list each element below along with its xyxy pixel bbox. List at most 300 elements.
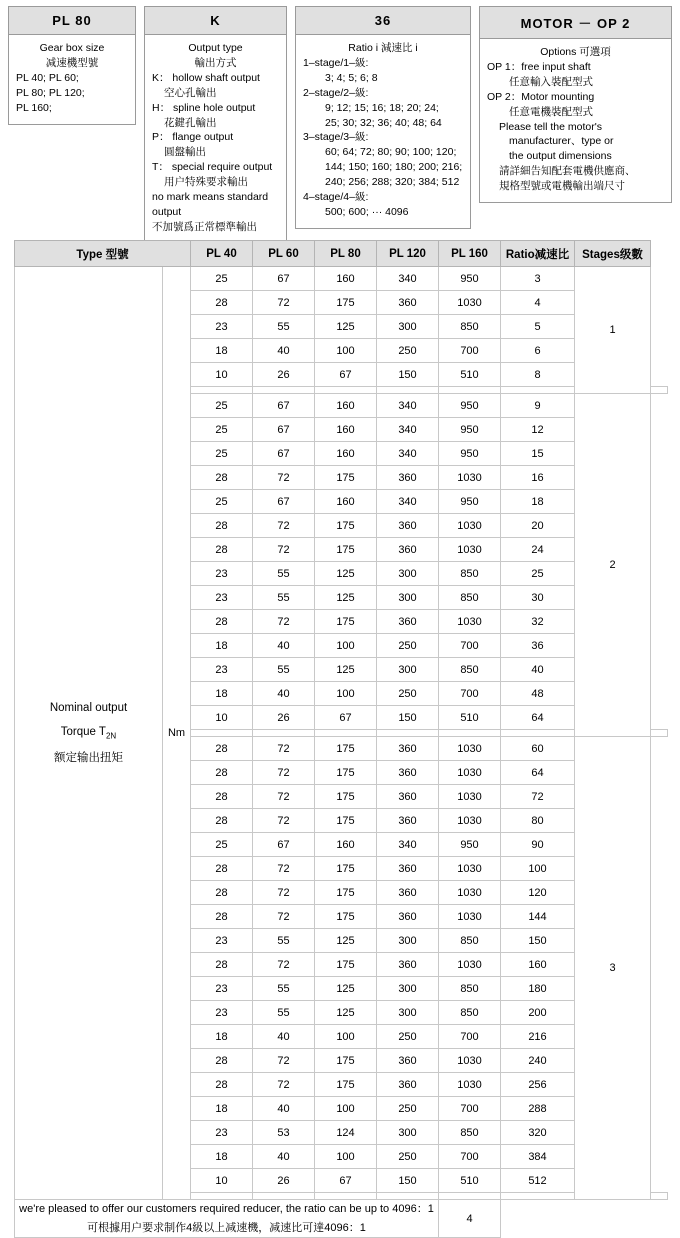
- cell-pl40: 28: [191, 514, 253, 538]
- legend-line: 9; 12; 15; 16; 18; 20; 24;: [325, 101, 439, 114]
- cell-pl120: 340: [377, 418, 439, 442]
- cell-pl120: 340: [377, 442, 439, 466]
- cell-pl60: 55: [253, 562, 315, 586]
- cell-pl60: 40: [253, 339, 315, 363]
- cell-stages: 3: [575, 737, 651, 1200]
- cell-pl160: 1030: [439, 1073, 501, 1097]
- legend-line: K： hollow shaft output: [152, 71, 260, 84]
- cell-pl80: 100: [315, 682, 377, 706]
- cell-pl160: 1030: [439, 857, 501, 881]
- cell-pl80: 125: [315, 586, 377, 610]
- cell-ratio: 384: [501, 1145, 575, 1169]
- cell-pl60: 40: [253, 1145, 315, 1169]
- separator-cell: [501, 730, 575, 737]
- cell-pl120: 360: [377, 737, 439, 761]
- cell-pl80: 175: [315, 905, 377, 929]
- cell-pl160: 850: [439, 929, 501, 953]
- cell-pl160: 510: [439, 363, 501, 387]
- cell-pl160: 850: [439, 562, 501, 586]
- cell-pl60: 72: [253, 1073, 315, 1097]
- cell-pl80: 160: [315, 267, 377, 291]
- cell-pl40: 28: [191, 610, 253, 634]
- cell-pl60: 72: [253, 514, 315, 538]
- cell-pl160: 700: [439, 339, 501, 363]
- cell-ratio: 20: [501, 514, 575, 538]
- cell-pl120: 360: [377, 881, 439, 905]
- cell-pl40: 18: [191, 634, 253, 658]
- cell-pl40: 28: [191, 466, 253, 490]
- cell-ratio: 200: [501, 1001, 575, 1025]
- cell-ratio: 15: [501, 442, 575, 466]
- cell-pl60: 72: [253, 809, 315, 833]
- cell-pl40: 28: [191, 857, 253, 881]
- legend-line: 60; 64; 72; 80; 90; 100; 120;: [325, 146, 457, 159]
- cell-pl80: 175: [315, 737, 377, 761]
- legend-line: Output type: [188, 42, 243, 54]
- cell-pl160: 950: [439, 833, 501, 857]
- cell-pl80: 175: [315, 610, 377, 634]
- cell-pl160: 1030: [439, 881, 501, 905]
- cell-pl40: 28: [191, 953, 253, 977]
- legend-line: 144; 150; 160; 180; 200; 216;: [325, 161, 463, 174]
- col-header-stages: Stages级數: [575, 241, 651, 267]
- cell-ratio: 90: [501, 833, 575, 857]
- cell-pl160: 700: [439, 1025, 501, 1049]
- cell-pl60: 67: [253, 394, 315, 418]
- separator-cell: [651, 387, 668, 394]
- cell-pl80: 175: [315, 785, 377, 809]
- cell-pl80: 175: [315, 809, 377, 833]
- legend-line: 不加號爲正常標準輸出: [152, 220, 257, 233]
- cell-pl160: 510: [439, 1169, 501, 1193]
- legend-line: the output dimensions: [509, 150, 612, 163]
- legend-line: P： flange output: [152, 131, 234, 144]
- cell-pl40: 18: [191, 1145, 253, 1169]
- legend-title: PL 80: [9, 7, 135, 35]
- cell-ratio: 320: [501, 1121, 575, 1145]
- legend-box-gear-box-size: [8, 6, 136, 125]
- cell-pl160: 850: [439, 1121, 501, 1145]
- cell-pl60: 72: [253, 291, 315, 315]
- cell-pl80: 160: [315, 394, 377, 418]
- cell-pl160: 1030: [439, 538, 501, 562]
- legend-line: 减速機型號: [45, 56, 99, 69]
- cell-ratio: 5: [501, 315, 575, 339]
- cell-ratio: 120: [501, 881, 575, 905]
- unit-cell: Nm: [163, 267, 191, 1200]
- separator-cell: [377, 387, 439, 394]
- footer-note-line: we're pleased to offer our customers required reducer, the ratio can be up to 4096：1: [19, 1203, 434, 1215]
- cell-pl40: 23: [191, 977, 253, 1001]
- cell-pl40: 25: [191, 833, 253, 857]
- cell-ratio: 64: [501, 761, 575, 785]
- cell-ratio: 6: [501, 339, 575, 363]
- legend-line: 圓盤輸出: [164, 146, 206, 159]
- cell-pl40: 23: [191, 1001, 253, 1025]
- cell-pl160: 700: [439, 1145, 501, 1169]
- cell-pl120: 250: [377, 339, 439, 363]
- cell-pl160: 1030: [439, 785, 501, 809]
- cell-pl40: 10: [191, 1169, 253, 1193]
- legend-line: PL 80; PL 120;: [16, 86, 85, 99]
- col-header-pl120: PL 120: [377, 241, 439, 267]
- legend-line: 3; 4; 5; 6; 8: [325, 71, 378, 84]
- cell-ratio: 240: [501, 1049, 575, 1073]
- cell-ratio: 25: [501, 562, 575, 586]
- cell-pl160: 1030: [439, 610, 501, 634]
- cell-pl80: 175: [315, 1073, 377, 1097]
- legend-line: 用户特殊要求輸出: [164, 176, 248, 189]
- table-footer-row: [15, 1200, 668, 1238]
- cell-pl120: 360: [377, 809, 439, 833]
- col-header-ratio: Ratio减速比: [501, 241, 575, 267]
- col-header-type: Type 型號: [15, 241, 191, 267]
- cell-pl40: 25: [191, 267, 253, 291]
- cell-ratio: 16: [501, 466, 575, 490]
- cell-pl80: 125: [315, 929, 377, 953]
- cell-pl60: 72: [253, 857, 315, 881]
- cell-pl120: 340: [377, 267, 439, 291]
- cell-pl60: 55: [253, 929, 315, 953]
- cell-pl40: 28: [191, 881, 253, 905]
- cell-pl40: 28: [191, 1049, 253, 1073]
- cell-ratio: 80: [501, 809, 575, 833]
- cell-pl160: 700: [439, 634, 501, 658]
- torque-ratio-table: [14, 240, 668, 1238]
- cell-pl60: 55: [253, 315, 315, 339]
- cell-pl60: 72: [253, 1049, 315, 1073]
- cell-pl80: 160: [315, 490, 377, 514]
- legend-box-output-type: [144, 6, 287, 244]
- row-header-nominal-output-torque: [15, 267, 163, 1200]
- cell-ratio: 180: [501, 977, 575, 1001]
- separator-cell: [501, 387, 575, 394]
- cell-pl120: 360: [377, 466, 439, 490]
- cell-pl40: 28: [191, 809, 253, 833]
- cell-pl80: 100: [315, 1097, 377, 1121]
- cell-pl160: 1030: [439, 514, 501, 538]
- cell-ratio: 12: [501, 418, 575, 442]
- cell-pl60: 55: [253, 658, 315, 682]
- separator-cell: [191, 730, 253, 737]
- cell-ratio: 8: [501, 363, 575, 387]
- cell-ratio: 512: [501, 1169, 575, 1193]
- cell-pl120: 360: [377, 538, 439, 562]
- legend-line: H： spline hole output: [152, 101, 256, 114]
- cell-pl160: 1030: [439, 809, 501, 833]
- cell-pl160: 700: [439, 1097, 501, 1121]
- cell-pl120: 250: [377, 682, 439, 706]
- cell-pl60: 67: [253, 833, 315, 857]
- cell-pl60: 72: [253, 785, 315, 809]
- cell-pl60: 40: [253, 1025, 315, 1049]
- cell-ratio: 100: [501, 857, 575, 881]
- table-header: [15, 241, 668, 267]
- cell-pl60: 26: [253, 706, 315, 730]
- legend-line: Ratio i 減速比 i: [348, 42, 418, 54]
- cell-pl120: 360: [377, 291, 439, 315]
- legend-body-output-type: [145, 35, 286, 243]
- cell-pl120: 360: [377, 1049, 439, 1073]
- cell-pl40: 23: [191, 586, 253, 610]
- cell-pl160: 850: [439, 977, 501, 1001]
- col-header-pl160: PL 160: [439, 241, 501, 267]
- cell-pl40: 25: [191, 490, 253, 514]
- cell-pl80: 160: [315, 833, 377, 857]
- separator-cell: [253, 387, 315, 394]
- legend-line: PL 160;: [16, 101, 52, 114]
- legend-line: Options 可選項: [540, 46, 611, 58]
- cell-pl40: 23: [191, 1121, 253, 1145]
- separator-cell: [315, 730, 377, 737]
- col-header-pl60: PL 60: [253, 241, 315, 267]
- cell-ratio: 30: [501, 586, 575, 610]
- cell-pl40: 18: [191, 339, 253, 363]
- model-code-legend: [0, 0, 680, 244]
- separator-cell: [315, 1193, 377, 1200]
- cell-pl80: 175: [315, 538, 377, 562]
- footer-note-line: 可根據用户要求制作4級以上减速機，减速比可達4096：1: [87, 1221, 366, 1234]
- cell-pl40: 18: [191, 682, 253, 706]
- legend-line: 25; 30; 32; 36; 40; 48; 64: [325, 116, 442, 129]
- separator-cell: [315, 387, 377, 394]
- legend-line: OP 1：free input shaft: [487, 60, 591, 73]
- cell-pl80: 100: [315, 1145, 377, 1169]
- cell-pl80: 175: [315, 291, 377, 315]
- legend-line: 輸出方式: [194, 56, 237, 69]
- cell-ratio: 256: [501, 1073, 575, 1097]
- cell-pl80: 175: [315, 514, 377, 538]
- table-body: [15, 267, 668, 1238]
- legend-line: 空心孔輸出: [164, 86, 217, 99]
- cell-pl120: 340: [377, 394, 439, 418]
- cell-ratio: 4: [501, 291, 575, 315]
- separator-cell: [253, 730, 315, 737]
- cell-pl60: 67: [253, 418, 315, 442]
- cell-pl80: 160: [315, 418, 377, 442]
- separator-cell: [651, 1193, 668, 1200]
- cell-pl60: 40: [253, 634, 315, 658]
- cell-ratio: 18: [501, 490, 575, 514]
- legend-body-ratio: [296, 35, 470, 228]
- cell-pl40: 23: [191, 929, 253, 953]
- cell-pl60: 26: [253, 363, 315, 387]
- cell-pl160: 1030: [439, 1049, 501, 1073]
- cell-pl60: 72: [253, 881, 315, 905]
- legend-line: 240; 256; 288; 320; 384; 512: [325, 176, 460, 189]
- cell-pl40: 28: [191, 737, 253, 761]
- cell-stages: 2: [575, 394, 651, 737]
- cell-pl40: 25: [191, 442, 253, 466]
- cell-pl160: 950: [439, 267, 501, 291]
- cell-pl120: 360: [377, 610, 439, 634]
- cell-pl160: 850: [439, 586, 501, 610]
- cell-pl160: 1030: [439, 953, 501, 977]
- cell-pl60: 40: [253, 682, 315, 706]
- cell-pl160: 950: [439, 490, 501, 514]
- separator-cell: [501, 1193, 575, 1200]
- cell-pl60: 72: [253, 737, 315, 761]
- cell-ratio: 288: [501, 1097, 575, 1121]
- legend-line: 3–stage/3–級:: [303, 131, 369, 144]
- cell-ratio: 60: [501, 737, 575, 761]
- cell-ratio: 64: [501, 706, 575, 730]
- cell-pl80: 125: [315, 562, 377, 586]
- cell-pl80: 67: [315, 1169, 377, 1193]
- cell-pl80: 100: [315, 339, 377, 363]
- cell-pl80: 175: [315, 466, 377, 490]
- cell-pl60: 55: [253, 1001, 315, 1025]
- col-header-pl40: PL 40: [191, 241, 253, 267]
- legend-title: 36: [296, 7, 470, 35]
- cell-pl40: 28: [191, 761, 253, 785]
- legend-line: 請詳細告知配套電機供應商、: [499, 165, 636, 178]
- legend-line: 任意電機裝配型式: [509, 105, 593, 118]
- cell-pl80: 100: [315, 1025, 377, 1049]
- cell-pl160: 1030: [439, 737, 501, 761]
- legend-line: manufacturer、type or: [509, 135, 614, 148]
- legend-line: T： special require output: [152, 161, 273, 174]
- cell-pl160: 1030: [439, 905, 501, 929]
- table-row: [15, 267, 668, 291]
- cell-pl160: 850: [439, 658, 501, 682]
- cell-ratio: 32: [501, 610, 575, 634]
- legend-box-options: [479, 6, 672, 203]
- cell-pl40: 23: [191, 315, 253, 339]
- cell-pl120: 300: [377, 1121, 439, 1145]
- cell-pl80: 67: [315, 363, 377, 387]
- legend-line: Gear box size: [39, 42, 105, 54]
- cell-pl40: 10: [191, 706, 253, 730]
- cell-pl80: 175: [315, 761, 377, 785]
- legend-line: 2–stage/2–級:: [303, 86, 369, 99]
- cell-pl120: 360: [377, 785, 439, 809]
- legend-line: Please tell the motor's: [499, 120, 602, 133]
- cell-pl120: 250: [377, 1025, 439, 1049]
- cell-ratio: 3: [501, 267, 575, 291]
- legend-box-ratio: [295, 6, 471, 229]
- cell-pl120: 150: [377, 1169, 439, 1193]
- cell-pl160: 1030: [439, 466, 501, 490]
- cell-pl80: 125: [315, 658, 377, 682]
- type-label-line: Nominal output: [49, 702, 128, 715]
- table-header-row: [15, 241, 668, 267]
- cell-pl60: 53: [253, 1121, 315, 1145]
- legend-line: 花鍵孔輸出: [164, 116, 217, 129]
- cell-ratio: 160: [501, 953, 575, 977]
- cell-pl40: 28: [191, 1073, 253, 1097]
- cell-pl60: 55: [253, 586, 315, 610]
- legend-line: PL 40; PL 60;: [16, 71, 79, 84]
- cell-pl160: 950: [439, 442, 501, 466]
- cell-pl80: 125: [315, 315, 377, 339]
- cell-pl60: 72: [253, 538, 315, 562]
- legend-title: K: [145, 7, 286, 35]
- cell-ratio: 36: [501, 634, 575, 658]
- cell-pl40: 23: [191, 658, 253, 682]
- cell-pl60: 55: [253, 977, 315, 1001]
- legend-line: 任意輸入裝配型式: [509, 75, 593, 88]
- cell-pl120: 360: [377, 1073, 439, 1097]
- cell-pl120: 360: [377, 761, 439, 785]
- type-label-line: 额定输出扭矩: [54, 751, 123, 764]
- cell-pl40: 28: [191, 291, 253, 315]
- legend-body-gear-box-size: [9, 35, 135, 124]
- separator-cell: [253, 1193, 315, 1200]
- cell-pl60: 26: [253, 1169, 315, 1193]
- cell-pl120: 300: [377, 586, 439, 610]
- cell-pl40: 23: [191, 562, 253, 586]
- cell-pl160: 1030: [439, 291, 501, 315]
- cell-pl160: 510: [439, 706, 501, 730]
- cell-pl80: 125: [315, 977, 377, 1001]
- separator-cell: [377, 1193, 439, 1200]
- cell-pl120: 360: [377, 514, 439, 538]
- col-header-pl80: PL 80: [315, 241, 377, 267]
- legend-line: OP 2：Motor mounting: [487, 90, 595, 103]
- cell-pl80: 175: [315, 1049, 377, 1073]
- legend-line: output: [152, 205, 182, 218]
- torque-ratio-table-wrap: [14, 240, 668, 1238]
- cell-pl120: 250: [377, 1097, 439, 1121]
- type-label-line: Torque $T_{2N}$: [60, 726, 117, 741]
- cell-pl80: 67: [315, 706, 377, 730]
- cell-pl120: 300: [377, 562, 439, 586]
- separator-cell: [439, 387, 501, 394]
- cell-pl120: 250: [377, 1145, 439, 1169]
- cell-pl60: 67: [253, 442, 315, 466]
- cell-pl160: 950: [439, 418, 501, 442]
- cell-pl40: 18: [191, 1097, 253, 1121]
- legend-body-options: [480, 39, 671, 202]
- cell-pl160: 850: [439, 315, 501, 339]
- cell-pl160: 950: [439, 394, 501, 418]
- cell-pl80: 175: [315, 881, 377, 905]
- cell-pl60: 72: [253, 761, 315, 785]
- cell-pl60: 72: [253, 610, 315, 634]
- cell-ratio: 144: [501, 905, 575, 929]
- cell-pl60: 72: [253, 953, 315, 977]
- cell-ratio: 24: [501, 538, 575, 562]
- cell-pl40: 25: [191, 394, 253, 418]
- separator-cell: [439, 1193, 501, 1200]
- cell-pl60: 40: [253, 1097, 315, 1121]
- legend-line: 1–stage/1–級:: [303, 56, 369, 69]
- legend-line: 4–stage/4–級:: [303, 191, 369, 204]
- cell-pl80: 124: [315, 1121, 377, 1145]
- cell-pl120: 300: [377, 658, 439, 682]
- cell-pl120: 300: [377, 977, 439, 1001]
- cell-pl60: 72: [253, 905, 315, 929]
- cell-ratio: 9: [501, 394, 575, 418]
- legend-title: MOTOR － OP 2: [480, 7, 671, 39]
- cell-pl120: 340: [377, 833, 439, 857]
- cell-pl120: 150: [377, 363, 439, 387]
- cell-pl60: 67: [253, 267, 315, 291]
- cell-ratio: 48: [501, 682, 575, 706]
- cell-stages: 4: [439, 1200, 501, 1238]
- cell-pl40: 28: [191, 785, 253, 809]
- cell-ratio: 40: [501, 658, 575, 682]
- cell-pl160: 1030: [439, 761, 501, 785]
- separator-cell: [439, 730, 501, 737]
- legend-line: 500; 600; ··· 4096: [325, 205, 409, 218]
- cell-pl120: 360: [377, 953, 439, 977]
- cell-pl40: 10: [191, 363, 253, 387]
- cell-pl120: 300: [377, 1001, 439, 1025]
- cell-pl80: 100: [315, 634, 377, 658]
- cell-pl120: 300: [377, 315, 439, 339]
